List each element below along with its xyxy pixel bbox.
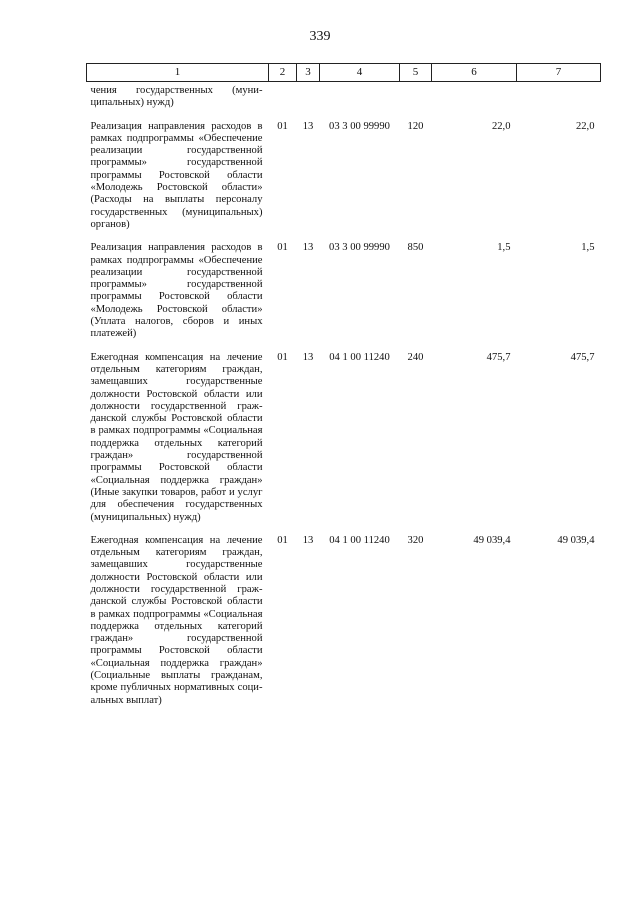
- expense-name: чения государственных (муниципальных) нужд): [90, 85, 263, 109]
- target-article-code: 04 1 00 11240: [329, 351, 390, 363]
- section-code: 01: [277, 534, 288, 546]
- expense-type-code: 120: [407, 120, 424, 132]
- section-code: [269, 82, 297, 110]
- table-row: [87, 110, 601, 232]
- expense-name: Ежегодная компенсация на лечение отдельным категориям граждан, замещавших государственные должности Ростовской области или должности государственной гражданской службы Ростовской области в рамках подпрограммы «Социальная поддержка отдельных категорий граждан» государственной программы Ростовской области «Социальная поддержка граждан» (Иные закупки товаров, работ и услуг для обеспечения государственных (муниципальных) нужд): [90, 351, 263, 523]
- target-article-code: 03 3 00 99990: [329, 242, 390, 254]
- subsection-code: [297, 82, 320, 110]
- table-row: [87, 231, 601, 340]
- amount-col7: 49 039,4: [557, 534, 595, 546]
- amount-col7: 475,7: [570, 351, 595, 363]
- section-code: 01: [277, 242, 288, 254]
- table-row: [87, 341, 601, 524]
- expense-type-code: 320: [407, 534, 424, 546]
- amount-col7: [517, 82, 601, 110]
- column-header-5: 5: [400, 64, 432, 82]
- page-number: 339: [309, 29, 331, 44]
- section-code: 01: [277, 120, 288, 132]
- expense-type-code: 850: [407, 242, 424, 254]
- column-header-7: 7: [517, 64, 601, 82]
- budget-table: [86, 63, 601, 707]
- column-header-2: 2: [269, 64, 297, 82]
- section-code: 01: [277, 351, 288, 363]
- subsection-code: 13: [302, 351, 314, 363]
- amount-col7: 22,0: [575, 120, 595, 132]
- expense-type-code: 240: [407, 351, 424, 363]
- expense-name: Ежегодная компенсация на лечение отдельным категориям граждан, замещавших государственные должности Ростовской области или должности государственной гражданской службы Ростовской области в рамках подпрограммы «Социальная поддержка отдельных категорий граждан» государственной программы Ростовской области «Социальная поддержка граждан» (Социальные выплаты гражданам, кроме публичных нормативных социальных выплат): [90, 534, 263, 706]
- target-article-code: 04 1 00 11240: [329, 534, 390, 546]
- expense-type-code: [400, 82, 432, 110]
- column-header-1: 1: [87, 64, 269, 82]
- amount-col6: 475,7: [486, 351, 511, 363]
- column-header-6: 6: [432, 64, 517, 82]
- expense-name: Реализация направления расходов в рамках подпрограммы «Обеспечение реализации государственной программы» государственной программы Ростовской области «Молодежь Ростовской области» (Уплата налогов, сборов и иных платежей): [90, 242, 263, 340]
- table-row: [87, 82, 601, 110]
- column-header-4: 4: [320, 64, 400, 82]
- column-header-3: 3: [297, 64, 320, 82]
- amount-col6: 22,0: [491, 120, 511, 132]
- amount-col7: 1,5: [581, 242, 595, 254]
- amount-col6: [432, 82, 517, 110]
- amount-col6: 1,5: [497, 242, 511, 254]
- subsection-code: 13: [302, 534, 314, 546]
- expense-name: Реализация направления расходов в рамках подпрограммы «Обеспечение реализации государственной программы» государственной программы Ростовской области «Молодежь Ростовской области» (Расходы на выплаты персоналу государственных (муниципальных) органов): [90, 120, 263, 230]
- table-row: [87, 524, 601, 707]
- target-article-code: 03 3 00 99990: [329, 120, 390, 132]
- subsection-code: 13: [302, 120, 314, 132]
- target-article-code: [320, 82, 400, 110]
- amount-col6: 49 039,4: [473, 534, 511, 546]
- subsection-code: 13: [302, 242, 314, 254]
- table-header-row: [87, 64, 601, 82]
